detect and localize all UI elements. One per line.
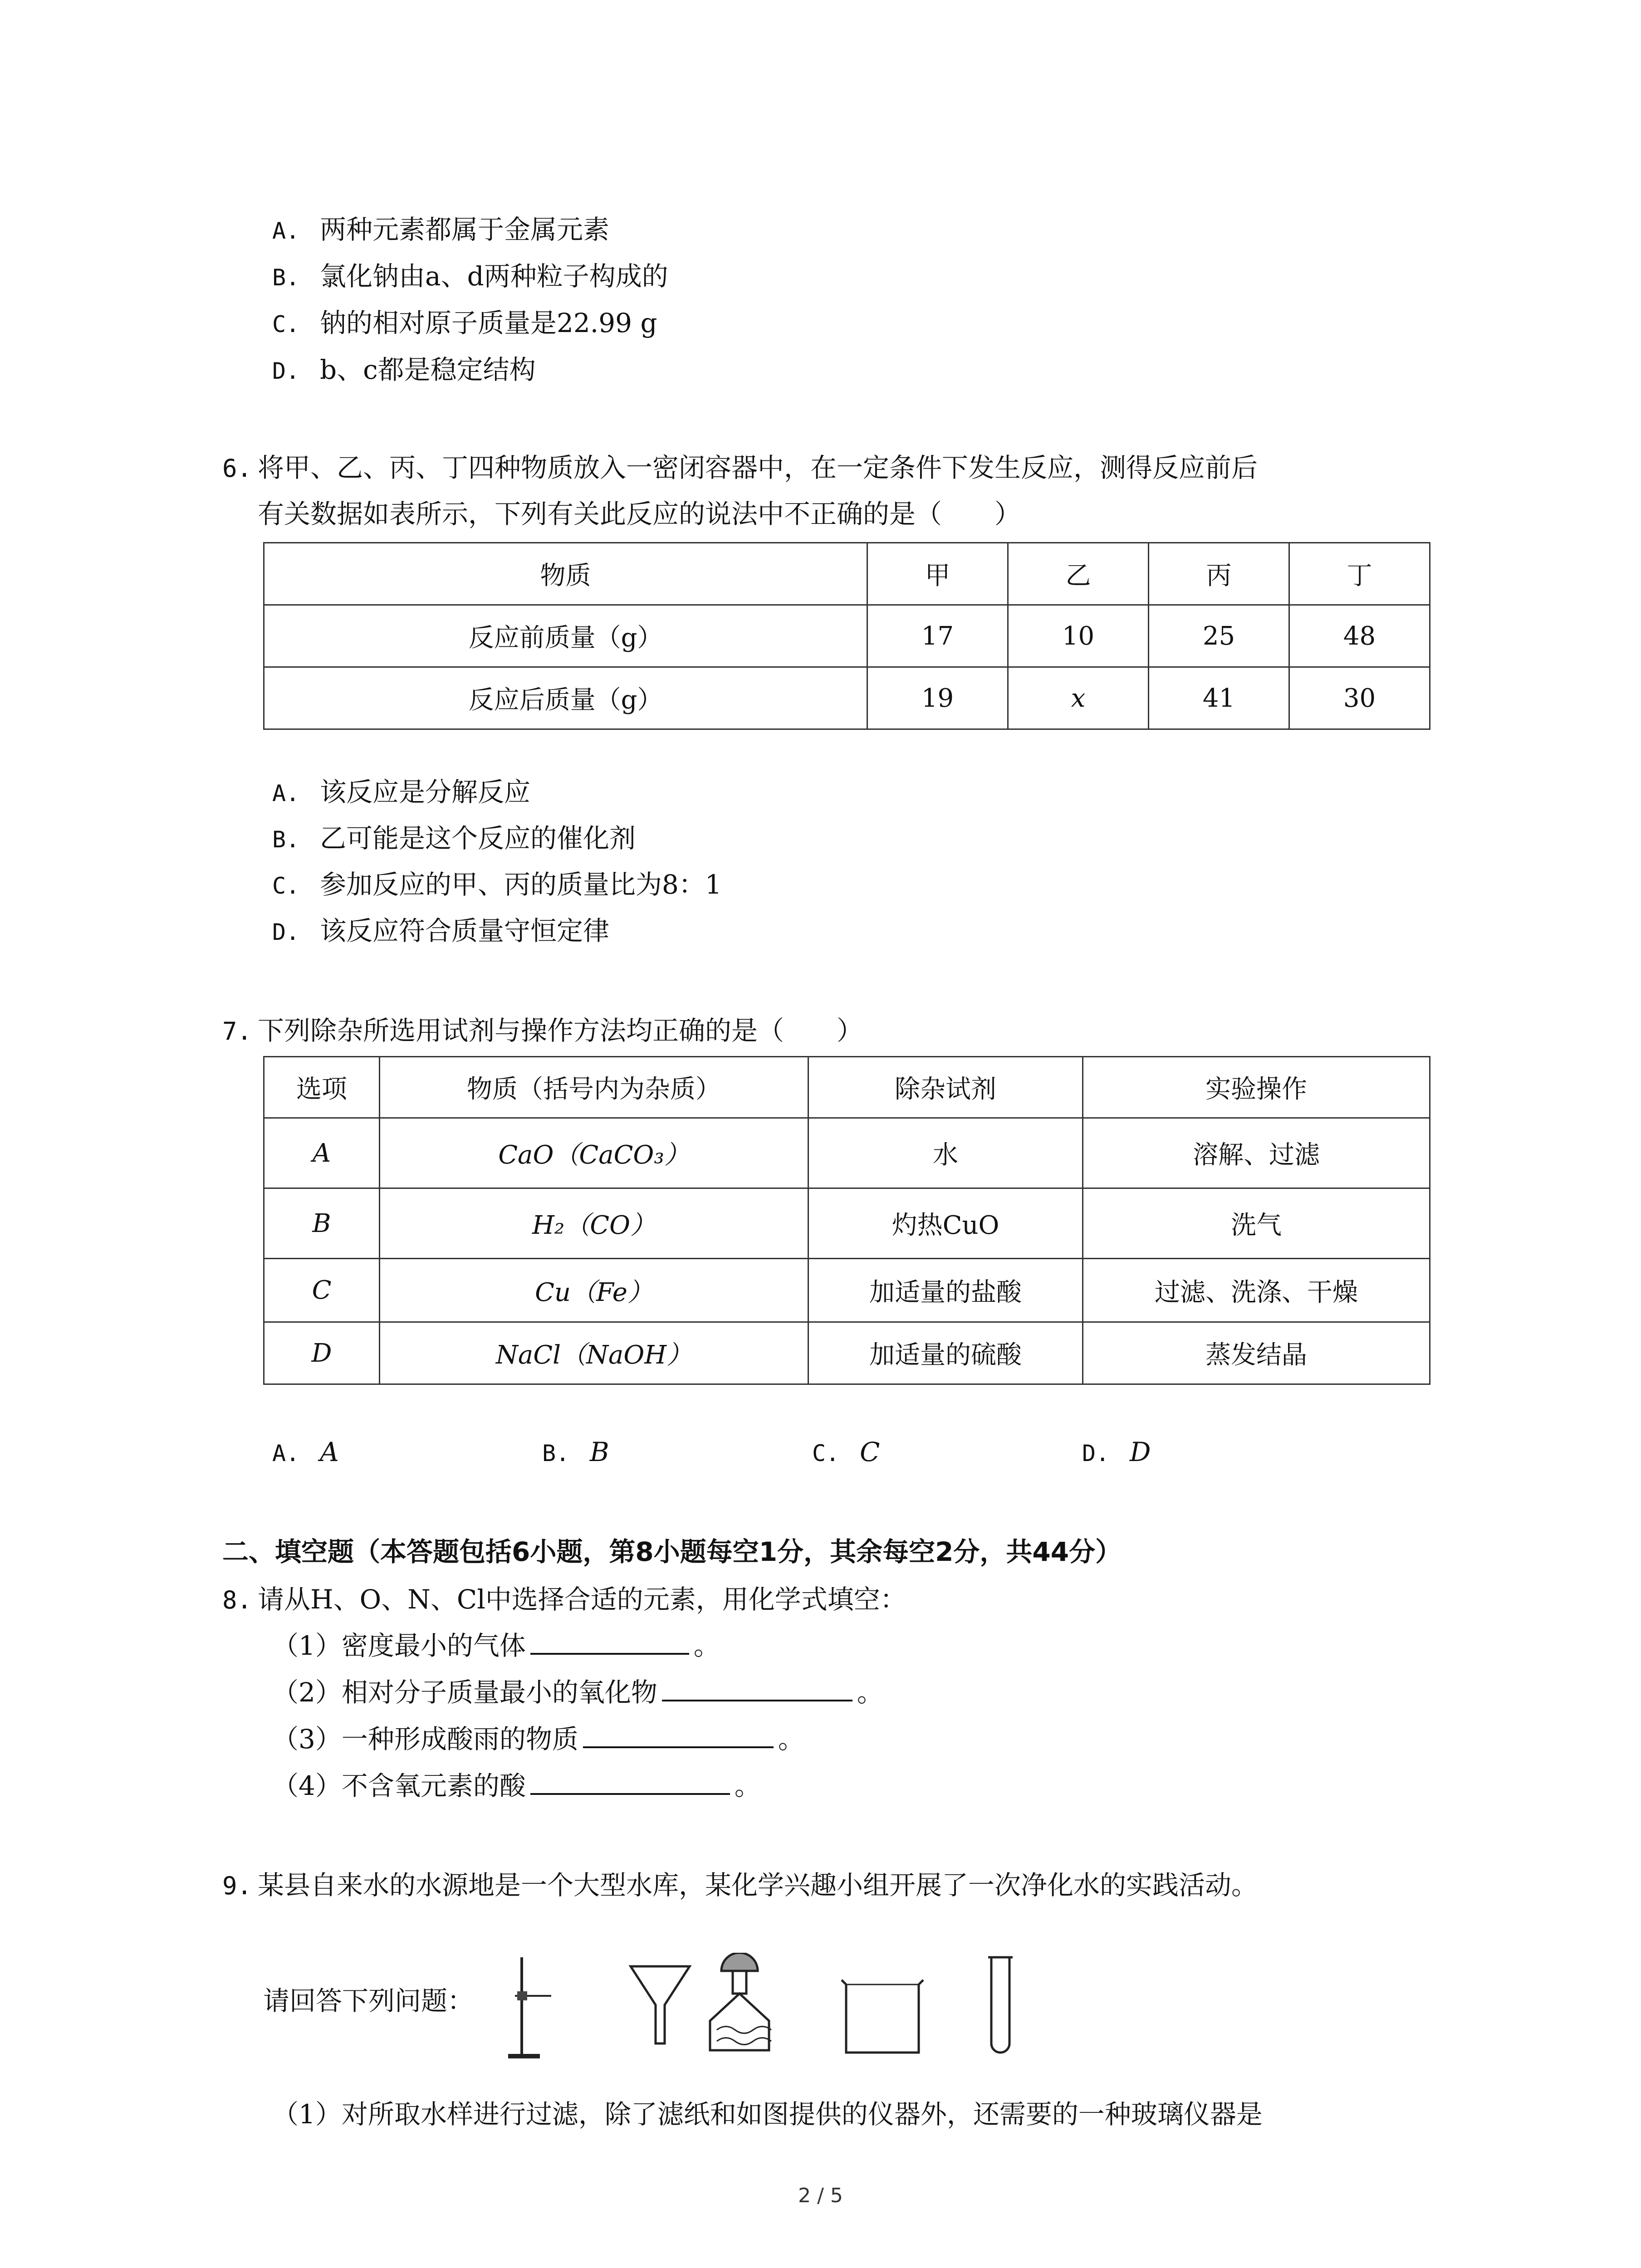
table-row xyxy=(264,1259,1430,1322)
table-cell: 加适量的盐酸 xyxy=(808,1259,1083,1322)
table-cell: 41 xyxy=(1149,667,1289,729)
q7-table xyxy=(263,1056,1430,1385)
q9-prompt: 请回答下列问题： xyxy=(263,1985,474,2016)
table-cell: D xyxy=(264,1322,380,1384)
table-cell: 水 xyxy=(808,1118,1083,1188)
table-cell: 30 xyxy=(1289,667,1430,729)
alcohol-lamp-icon xyxy=(710,1953,771,2050)
table-cell: 48 xyxy=(1289,605,1430,667)
header-cell: 甲 xyxy=(867,543,1008,605)
q7-option-a: A. A xyxy=(272,1437,339,1467)
q7-option-c: C. C xyxy=(812,1437,880,1467)
header-cell: 实验操作 xyxy=(1083,1057,1430,1118)
q8-item-1: （1）密度最小的气体 。 xyxy=(272,1628,720,1662)
q8-item-2: （2）相对分子质量最小的氧化物 。 xyxy=(272,1675,883,1709)
q9-stem: 9. 某县自来水的水源地是一个大型水库，某化学兴趣小组开展了一次净化水的实践活动。 xyxy=(222,1870,1258,1901)
answer-blank[interactable] xyxy=(530,1628,689,1655)
table-cell: 洗气 xyxy=(1083,1188,1430,1259)
table-cell: B xyxy=(264,1188,380,1259)
table-cell: 反应后质量（g） xyxy=(264,667,867,729)
page-number: 2 / 5 xyxy=(798,2184,843,2207)
q6-stem-line1: 6. 将甲、乙、丙、丁四种物质放入一密闭容器中，在一定条件下发生反应，测得反应前后 xyxy=(222,452,1258,483)
beaker-icon xyxy=(842,1980,923,2053)
table-row xyxy=(264,1322,1430,1384)
table-cell: A xyxy=(264,1118,380,1188)
table-cell: CaO（CaCO₃） xyxy=(380,1118,808,1188)
header-cell: 丁 xyxy=(1289,543,1430,605)
q6-option-a: A. 该反应是分解反应 xyxy=(272,777,531,807)
table-cell: 10 xyxy=(1008,605,1149,667)
table-cell: C xyxy=(264,1259,380,1322)
table-row xyxy=(264,605,1430,667)
test-tube-icon xyxy=(988,1957,1013,2053)
table-row xyxy=(264,1188,1430,1259)
table-cell: 加适量的硫酸 xyxy=(808,1322,1083,1384)
table-cell: Cu（Fe） xyxy=(380,1259,808,1322)
table-cell: 过滤、洗涤、干燥 xyxy=(1083,1259,1430,1322)
answer-blank[interactable] xyxy=(662,1675,852,1701)
q7-stem: 7. 下列除杂所选用试剂与操作方法均正确的是（ ） xyxy=(222,1015,863,1046)
table-header-row xyxy=(264,543,1430,605)
iron-stand-icon xyxy=(508,1957,551,2056)
q7-option-d: D. D xyxy=(1082,1437,1151,1467)
header-cell: 物质（括号内为杂质） xyxy=(380,1057,808,1118)
answer-blank[interactable] xyxy=(530,1769,730,1795)
table-cell: 蒸发结晶 xyxy=(1083,1322,1430,1384)
q8-item-4: （4）不含氧元素的酸 。 xyxy=(272,1769,761,1802)
q5-option-d: D. b、c都是稳定结构 xyxy=(272,354,536,385)
table-cell: x xyxy=(1008,667,1149,729)
table-cell: 25 xyxy=(1149,605,1289,667)
table-cell: H₂（CO） xyxy=(380,1188,808,1259)
q6-option-d: D. 该反应符合质量守恒定律 xyxy=(272,915,610,946)
q6-stem-line2: 有关数据如表所示，下列有关此反应的说法中不正确的是（ ） xyxy=(258,499,1021,529)
q6-option-c: C. 参加反应的甲、丙的质量比为8：1 xyxy=(272,869,722,900)
q5-option-b: B. 氯化钠由a、d两种粒子构成的 xyxy=(272,261,668,292)
q9-item-1: （1）对所取水样进行过滤，除了滤纸和如图提供的仪器外，还需要的一种玻璃仪器是 xyxy=(272,2099,1263,2130)
funnel-icon xyxy=(631,1966,690,2043)
q6-table xyxy=(263,542,1430,730)
header-cell: 丙 xyxy=(1149,543,1289,605)
header-cell: 除杂试剂 xyxy=(808,1057,1083,1118)
table-row xyxy=(264,1118,1430,1188)
table-cell: 溶解、过滤 xyxy=(1083,1118,1430,1188)
header-cell: 乙 xyxy=(1008,543,1149,605)
q6-option-b: B. 乙可能是这个反应的催化剂 xyxy=(272,823,636,854)
q7-option-b: B. B xyxy=(542,1437,609,1467)
q5-option-a: A. 两种元素都属于金属元素 xyxy=(272,214,610,245)
header-cell: 选项 xyxy=(264,1057,380,1118)
table-cell: 灼热CuO xyxy=(808,1188,1083,1259)
q8-item-3: （3）一种形成酸雨的物质 。 xyxy=(272,1722,804,1755)
table-cell: 17 xyxy=(867,605,1008,667)
answer-blank[interactable] xyxy=(583,1722,774,1748)
table-header-row xyxy=(264,1057,1430,1118)
header-cell: 物质 xyxy=(264,543,867,605)
section-2-title: 二、填空题（本答题包括6小题，第8小题每空1分，其余每空2分，共44分） xyxy=(222,1536,1122,1567)
apparatus-figure xyxy=(508,1953,1062,2062)
q5-option-c: C. 钠的相对原子质量是22.99 g xyxy=(272,308,657,338)
table-cell: 反应前质量（g） xyxy=(264,605,867,667)
table-cell: NaCl（NaOH） xyxy=(380,1322,808,1384)
table-row xyxy=(264,667,1430,729)
q8-stem: 8. 请从H、O、N、Cl中选择合适的元素，用化学式填空： xyxy=(222,1584,906,1615)
table-cell: 19 xyxy=(867,667,1008,729)
